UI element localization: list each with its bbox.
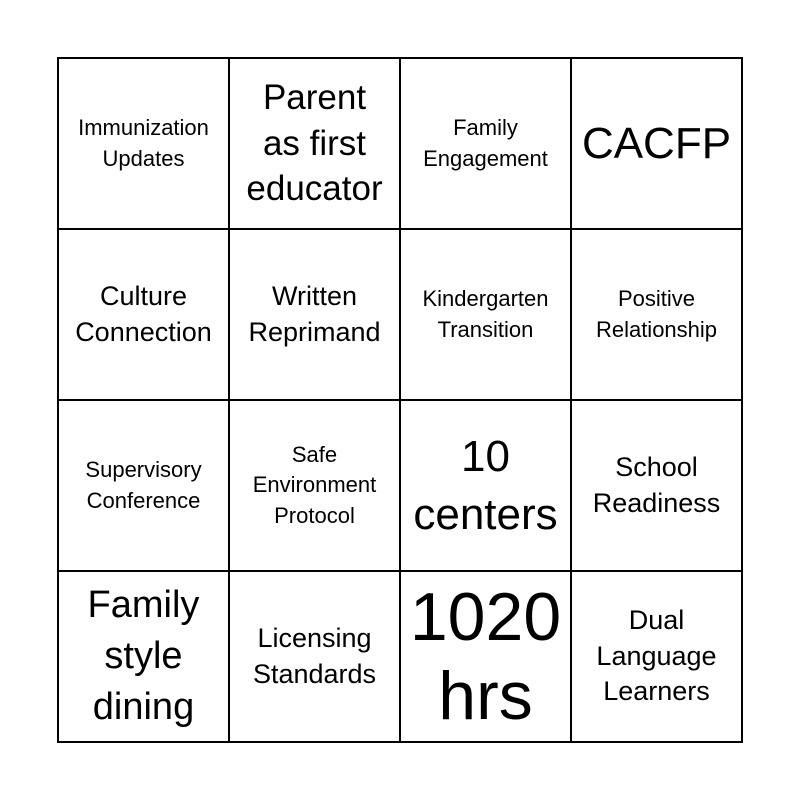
cell-label: Positive Relationship — [595, 286, 718, 342]
cell-label: Family style dining — [87, 583, 200, 729]
cell-label: Kindergarten Transition — [422, 286, 549, 342]
bingo-cell[interactable] — [571, 571, 742, 742]
bingo-cell[interactable] — [58, 229, 229, 400]
bingo-cell[interactable] — [58, 400, 229, 571]
bingo-cell[interactable] — [229, 400, 400, 571]
bingo-cell[interactable] — [571, 58, 742, 229]
bingo-cell[interactable] — [400, 400, 571, 571]
cell-label: Parent as first educator — [246, 78, 383, 209]
bingo-cell[interactable] — [400, 571, 571, 742]
cell-label: Immunization Updates — [78, 115, 209, 171]
bingo-cell[interactable] — [229, 571, 400, 742]
bingo-cell[interactable] — [400, 58, 571, 229]
cell-label: Written Reprimand — [248, 280, 381, 347]
cell-label: 1020 hrs — [409, 579, 562, 734]
cell-label: Licensing Standards — [252, 622, 377, 689]
cell-label: Safe Environment Protocol — [252, 441, 377, 528]
bingo-board — [57, 57, 743, 743]
bingo-cell[interactable] — [58, 58, 229, 229]
cell-label: School Readiness — [592, 451, 721, 518]
cell-label: Family Engagement — [423, 115, 548, 171]
cell-label: CACFP — [581, 118, 732, 168]
bingo-cell[interactable] — [400, 229, 571, 400]
cell-label: Supervisory Conference — [85, 457, 202, 513]
cell-label: 10 centers — [413, 431, 558, 539]
bingo-cell[interactable] — [229, 229, 400, 400]
bingo-cell[interactable] — [571, 400, 742, 571]
bingo-cell[interactable] — [571, 229, 742, 400]
cell-label: Dual Language Learners — [596, 605, 717, 707]
cell-label: Culture Connection — [75, 280, 212, 347]
bingo-cell[interactable] — [58, 571, 229, 742]
bingo-cell[interactable] — [229, 58, 400, 229]
